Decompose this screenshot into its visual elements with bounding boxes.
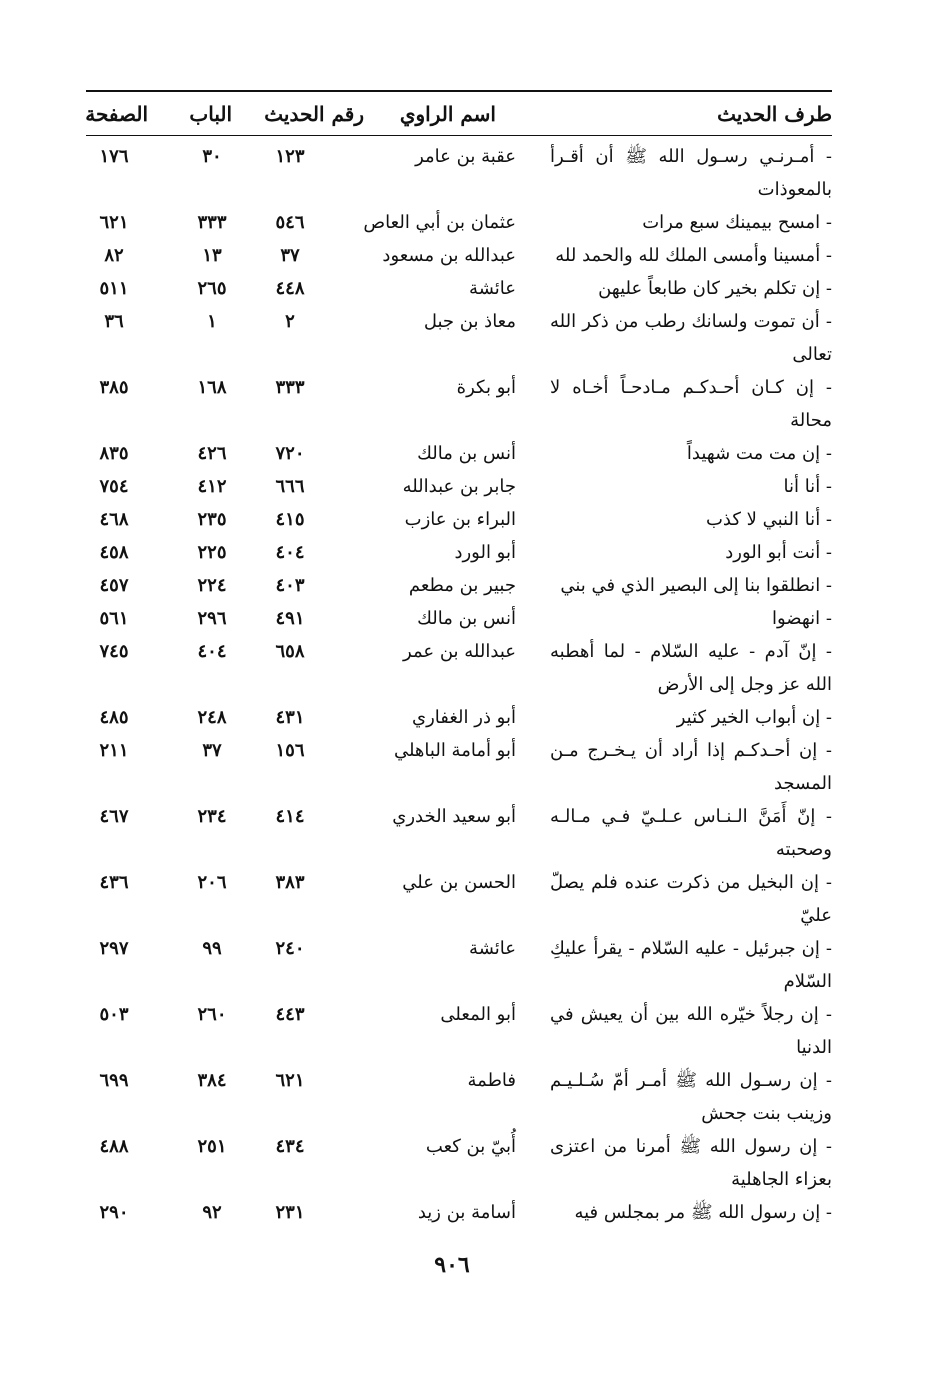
page-ref: ٣٨٥ [99, 377, 129, 398]
hadith-text: - إن رجلاً خيّره الله بين أن يعيش في الدنيا [550, 1004, 832, 1058]
table-row [86, 1130, 832, 1196]
table-row [86, 932, 832, 998]
chapter-number: ٢٩٦ [197, 608, 227, 629]
page-ref: ٤٦٨ [99, 509, 129, 530]
page-ref: ٨٣٥ [99, 443, 129, 464]
narrator-name: عبدالله بن مسعود [382, 245, 516, 266]
hadith-text: - إن البخيل من ذكرت عنده فلم يصلّ عليّ [550, 872, 832, 926]
page-ref: ٦٩٩ [99, 1070, 129, 1091]
hadith-text: - انطلقوا بنا إلى البصير الذي في بني [560, 575, 832, 596]
page-ref: ٤٨٨ [99, 1136, 129, 1157]
hadith-text: - إن أحـدكـم إذا أراد أن يـخـرج مـن المسجد [550, 740, 832, 794]
hadith-number: ١٢٣ [275, 146, 305, 167]
chapter-number: ٣٧ [202, 740, 222, 761]
hadith-number: ٢٤٠ [275, 938, 305, 959]
chapter-number: ١٣ [202, 245, 222, 266]
hadith-text: - إن تكلم بخير كان طابعاً عليهن [598, 278, 832, 299]
hadith-text: - إن جبرئيل - عليه السّلام - يقرأ عليكِ السّلام [550, 938, 832, 992]
hadith-number: ٦٥٨ [275, 641, 305, 662]
page-ref: ٥٦١ [99, 608, 129, 629]
chapter-number: ٢٣٥ [197, 509, 227, 530]
chapter-number: ٢٤٨ [197, 707, 227, 728]
table-row [86, 701, 832, 734]
hadith-number: ٤٩١ [275, 608, 305, 629]
narrator-name: أُبيّ بن كعب [425, 1136, 516, 1157]
hadith-number: ٤٠٤ [275, 542, 305, 563]
chapter-number: ٤١٢ [197, 476, 227, 497]
table-row [86, 371, 832, 437]
hadith-text: - إن أبواب الخير كثير [676, 707, 832, 728]
hadith-number: ٦٢١ [275, 1070, 305, 1091]
hadith-text: - إنّ أَمَنَّ الـنـاس عـلـيّ فـي مـالـه وصحبته [550, 806, 832, 860]
chapter-number: ٤٠٤ [197, 641, 227, 662]
page-ref: ٥٠٣ [99, 1004, 129, 1025]
page-ref: ١٧٦ [99, 146, 129, 167]
chapter-number: ١٦٨ [197, 377, 227, 398]
chapter-number: ٣٨٤ [197, 1070, 227, 1091]
narrator-name: عائشة [469, 938, 516, 959]
chapter-number: ٢٠٦ [197, 872, 227, 893]
hadith-number: ٣٧ [280, 245, 300, 266]
page-ref: ٤٥٨ [99, 542, 129, 563]
hadith-text: - أنت أبو الورد [725, 542, 832, 563]
hadith-number: ٤٠٣ [275, 575, 305, 596]
chapter-number: ٣٣٣ [197, 212, 227, 233]
page-ref: ٣٦ [104, 311, 124, 332]
table-row [86, 305, 832, 371]
narrator-name: البراء بن عازب [404, 509, 516, 530]
hadith-number: ٤٤٨ [275, 278, 305, 299]
header-hadith: طرف الحديث [717, 102, 832, 126]
index-table-body [86, 140, 832, 1229]
hadith-text: - أمسينا وأمسى الملك لله والحمد لله [555, 245, 832, 266]
hadith-number: ٤٣٤ [275, 1136, 305, 1157]
chapter-number: ٢٢٥ [197, 542, 227, 563]
hadith-text: - أن تموت ولسانك رطب من ذكر الله تعالى [550, 311, 832, 365]
hadith-number: ٣٣٣ [275, 377, 305, 398]
hadith-text: - إن رسول الله ﷺ مر بمجلس فيه [574, 1202, 832, 1223]
page-ref: ٧٥٤ [99, 476, 129, 497]
narrator-name: جابر بن عبدالله [402, 476, 516, 497]
table-row [86, 437, 832, 470]
table-row [86, 239, 832, 272]
narrator-name: عبدالله بن عمر [403, 641, 516, 662]
chapter-number: ١ [207, 311, 217, 332]
narrator-name: عقبة بن عامر [415, 146, 516, 167]
narrator-name: معاذ بن جبل [423, 311, 516, 332]
chapter-number: ٢٦٠ [197, 1004, 227, 1025]
hadith-number: ٢٣١ [275, 1202, 305, 1223]
table-row [86, 602, 832, 635]
hadith-text: - إن كـان أحـدكـم مـادحـاً أخـاه لا محالة [550, 377, 832, 431]
narrator-name: أنس بن مالك [417, 443, 516, 464]
hadith-number: ٢ [285, 311, 295, 332]
hadith-text: - إن رسول الله ﷺ أمرنا من اعتزى بعزاء الجاهلية [550, 1136, 832, 1190]
hadith-text: - إن مت مت شهيداً [686, 443, 832, 464]
narrator-name: الحسن بن علي [402, 872, 516, 893]
chapter-number: ٤٢٦ [197, 443, 227, 464]
table-row [86, 866, 832, 932]
narrator-name: أسامة بن زيد [417, 1202, 516, 1223]
header-chapter: الباب [189, 102, 232, 126]
hadith-number: ٤١٥ [275, 509, 305, 530]
table-row [86, 800, 832, 866]
hadith-text: - أنا النبي لا كذب [705, 509, 832, 530]
narrator-name: أبو أمامة الباهلي [393, 740, 516, 761]
hadith-number: ١٥٦ [275, 740, 305, 761]
hadith-number: ٣٨٣ [275, 872, 305, 893]
table-header [86, 96, 832, 132]
hadith-number: ٧٢٠ [275, 443, 305, 464]
table-row [86, 206, 832, 239]
header-rule [86, 135, 832, 136]
narrator-name: فاطمة [467, 1070, 516, 1091]
narrator-name: أبو الورد [454, 542, 516, 563]
narrator-name: أبو بكرة [456, 377, 516, 398]
chapter-number: ٢٦٥ [197, 278, 227, 299]
hadith-number: ٤٤٣ [275, 1004, 305, 1025]
page-ref: ٤٥٧ [99, 575, 129, 596]
table-row [86, 536, 832, 569]
page-ref: ٢٩٧ [99, 938, 129, 959]
table-row [86, 635, 832, 701]
chapter-number: ٢٥١ [197, 1136, 227, 1157]
hadith-number: ٦٦٦ [275, 476, 305, 497]
header-hadith-number: رقم الحديث [264, 102, 364, 126]
hadith-text: - إن رسـول الله ﷺ أمـر أمّ سُـلـيـم وزينب بنت جحش [550, 1070, 832, 1124]
hadith-text: - انهضوا [771, 608, 832, 629]
narrator-name: عثمان بن أبي العاص [363, 212, 516, 233]
table-row [86, 734, 832, 800]
hadith-number: ٥٤٦ [275, 212, 305, 233]
table-row [86, 140, 832, 206]
hadith-text: - أنا أنا [783, 476, 832, 497]
narrator-name: عائشة [469, 278, 516, 299]
page-ref: ٢١١ [99, 740, 129, 761]
page-ref: ٤٨٥ [99, 707, 129, 728]
header-page: الصفحة [85, 102, 148, 126]
narrator-name: أنس بن مالك [417, 608, 516, 629]
chapter-number: ٢٢٤ [197, 575, 227, 596]
hadith-number: ٤٣١ [275, 707, 305, 728]
narrator-name: أبو المعلى [440, 1004, 516, 1025]
hadith-text: - إنّ آدم - عليه السّلام - لما أهطبه الله عز وجل إلى الأرض [550, 641, 832, 695]
hadith-text: - أمـرنـي رسـول الله ﷺ أن أقـرأ بالمعوذات [550, 146, 832, 200]
chapter-number: ٩٩ [202, 938, 222, 959]
page-ref: ٢٩٠ [99, 1202, 129, 1223]
table-row [86, 569, 832, 602]
table-row [86, 1196, 832, 1229]
table-row [86, 272, 832, 305]
table-row [86, 1064, 832, 1130]
page-ref: ٤٦٧ [99, 806, 129, 827]
page-ref: ٤٣٦ [99, 872, 129, 893]
narrator-name: أبو ذر الغفاري [411, 707, 516, 728]
page-ref: ٧٤٥ [99, 641, 129, 662]
table-row [86, 503, 832, 536]
page-ref: ٦٢١ [99, 212, 129, 233]
page-ref: ٨٢ [104, 245, 124, 266]
top-rule [86, 90, 832, 92]
page-ref: ٥١١ [99, 278, 129, 299]
narrator-name: جبير بن مطعم [408, 575, 516, 596]
narrator-name: أبو سعيد الخدري [392, 806, 516, 827]
header-narrator: اسم الراوي [399, 102, 496, 126]
chapter-number: ٣٠ [202, 146, 222, 167]
hadith-number: ٤١٤ [275, 806, 305, 827]
hadith-text: - امسح بيمينك سبع مرات [642, 212, 832, 233]
table-row [86, 470, 832, 503]
page-number: ٩٠٦ [434, 1252, 470, 1278]
chapter-number: ٩٢ [202, 1202, 222, 1223]
table-row [86, 998, 832, 1064]
chapter-number: ٢٣٤ [197, 806, 227, 827]
